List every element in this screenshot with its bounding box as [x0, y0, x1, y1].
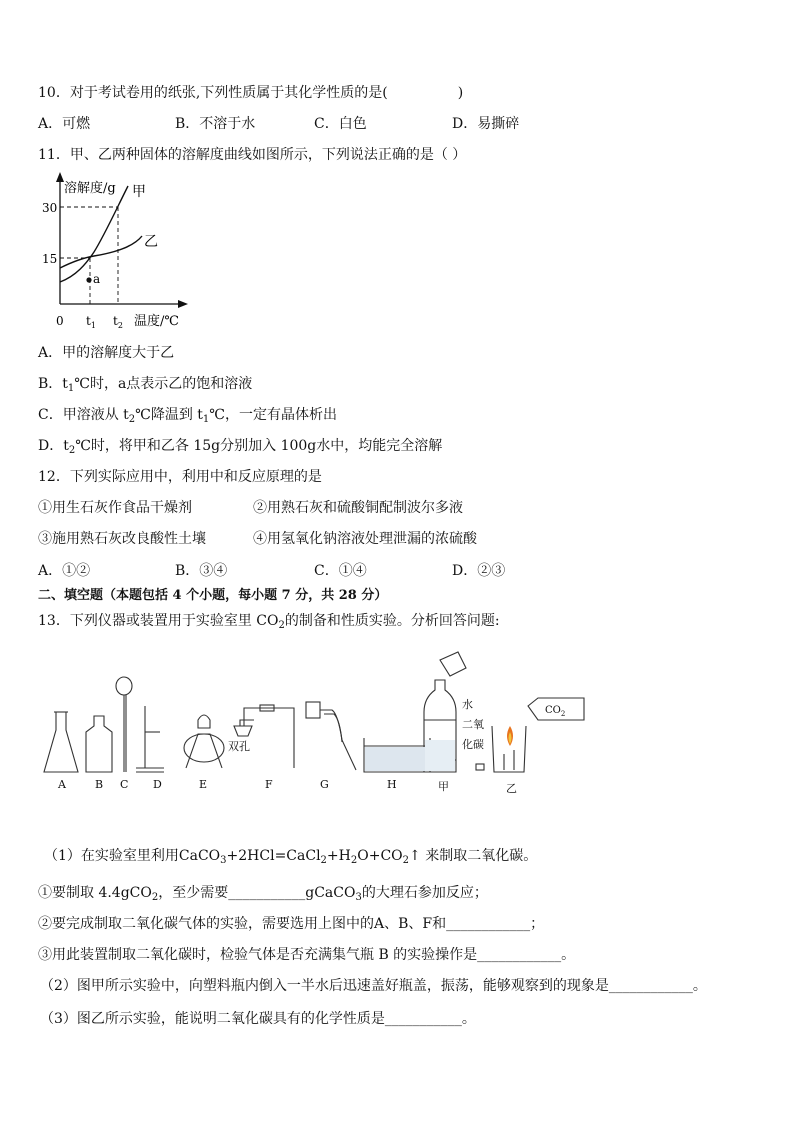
stopper-f — [234, 726, 252, 736]
bottle-b — [86, 716, 112, 772]
q12-option-a: A．①② — [38, 563, 91, 579]
q11-stem: 11．甲、乙两种固体的溶解度曲线如图所示，下列说法正确的是（ ） — [38, 147, 467, 163]
label-jia: 甲 — [438, 780, 449, 793]
ytick-30: 30 — [42, 201, 58, 215]
q13-part3: （3）图乙所示实验，能说明二氧化碳具有的化学性质是___________。 — [40, 1011, 476, 1027]
xtick-t2: $t_2$ — [113, 314, 123, 330]
ytick-15: 15 — [42, 252, 58, 266]
label-d: D — [153, 778, 162, 791]
label-e: E — [199, 778, 208, 791]
apparatus-figure — [38, 650, 598, 800]
label-co2-a: 二氧 — [462, 718, 484, 731]
q13-part2: （2）图甲所示实验中，向塑料瓶内倒入一半水后迅速盖好瓶盖，振荡，能够观察到的现象是____________。 — [40, 978, 707, 994]
label-yi: 乙 — [144, 234, 158, 250]
pour-beaker — [440, 652, 466, 676]
origin: 0 — [56, 314, 64, 328]
label-shuangkong: 双孔 — [228, 740, 250, 753]
label-h: H — [387, 778, 397, 791]
q10-stem: 10．对于考试卷用的纸张,下列性质属于其化学性质的是( ) — [38, 85, 464, 101]
q10-option-b: B．不溶于水 — [175, 116, 256, 132]
label-f: F — [265, 778, 273, 791]
x-axis-arrow — [178, 300, 188, 308]
q12-item-2: ②用熟石灰和硫酸铜配制波尔多液 — [253, 500, 463, 516]
flask-a — [44, 712, 78, 772]
q10-option-d: D．易撕碎 — [452, 116, 520, 132]
funnel-c — [116, 677, 132, 695]
q11-option-b: B．$t_1℃$时，a点表示乙的饱和溶液 — [38, 376, 253, 394]
q11-option-d: D．$t_2℃$时，将甲和乙各 15g分别加入 100g水中，均能完全溶解 — [38, 438, 443, 456]
section-title: 二、填空题（本题包括 4 个小题，每小题 7 分，共 28 分） — [38, 588, 388, 603]
q13-sub3: ③用此装置制取二氧化碳时，检验气体是否充满集气瓶 B 的实验操作是____________。 — [38, 947, 576, 963]
label-yi: 乙 — [506, 782, 517, 795]
q13-sub1: ①要制取 4.4gCO$_2$，至少需要___________gCaCO$_3$的大理石参加反应； — [38, 885, 488, 903]
xlabel: 温度/℃ — [134, 314, 179, 329]
q12-stem: 12．下列实际应用中，利用中和反应原理的是 — [38, 469, 322, 485]
label-water: 水 — [462, 698, 473, 711]
q10-option-a: A．可燃 — [38, 116, 91, 132]
q12-option-c: C．①④ — [314, 563, 367, 579]
q12-option-b: B．③④ — [175, 563, 228, 579]
q11-option-c: C．甲溶液从 $t_2℃$降温到 $t_1℃$，一定有晶体析出 — [38, 407, 337, 425]
label-c: C — [120, 778, 129, 791]
label-co2-b: 化碳 — [462, 738, 484, 751]
point-a — [86, 277, 91, 282]
label-b: B — [95, 778, 104, 791]
y-axis-arrow — [56, 172, 64, 182]
curve-jia — [60, 186, 128, 282]
q12-item-3: ③施用熟石灰改良酸性土壤 — [38, 531, 206, 547]
q12-item-4: ④用氢氧化钠溶液处理泄漏的浓硫酸 — [253, 531, 477, 547]
q13-part1: （1）在实验室里利用$CaCO_3+2HCl=CaCl_2+H_2O+CO_2↑$ 来制取二氧化碳。 — [44, 848, 538, 866]
q12-option-d: D．②③ — [452, 563, 506, 579]
q13-sub2: ②要完成制取二氧化碳气体的实验，需要选用上图中的A、B、F和____________； — [38, 916, 545, 932]
label-co2-bottle: $CO_2$ — [545, 705, 566, 718]
ylabel: 溶解度/g — [64, 181, 116, 196]
point-a-label: a — [93, 272, 101, 286]
xtick-t1: $t_1$ — [86, 314, 96, 330]
label-jia: 甲 — [132, 184, 146, 200]
tube-g — [306, 702, 320, 718]
q12-item-1: ①用生石灰作食品干燥剂 — [38, 500, 192, 516]
q13-stem: 13．下列仪器或装置用于实验室里 $CO_2$的制备和性质实验。分析回答问题: — [38, 613, 500, 631]
label-a: A — [58, 778, 66, 791]
solubility-curve-figure — [38, 170, 198, 336]
label-g: G — [320, 778, 329, 791]
q10-option-c: C．白色 — [314, 116, 367, 132]
q11-option-a: A．甲的溶解度大于乙 — [38, 345, 175, 361]
